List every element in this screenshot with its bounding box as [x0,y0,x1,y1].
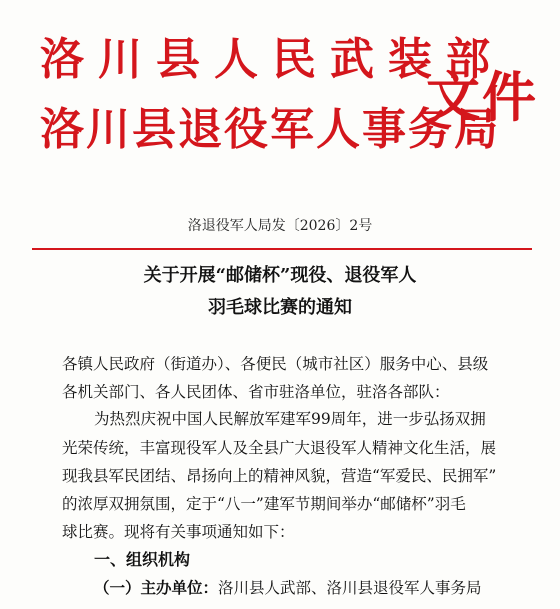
document-number: 洛退役军人局发〔2026〕2号 [187,218,373,234]
body-line-3: 现我县军民团结、昂扬向上的精神风貌，营造“军爱民、民拥军” [62,467,497,485]
sub-item-organizer [94,578,482,598]
body-line-5: 球比赛。现将有关事项通知如下： [62,523,295,541]
doc-type-label: 文件 [426,65,538,129]
addressee-line-2: 各机关部门、各人民团体、省市驻洛单位，驻洛各部队： [62,383,450,401]
addressee-line-1: 各镇人民政府（街道办）、各便民（城市社区）服务中心、县级 [62,355,489,373]
issuer-line-2: 洛川县退役军人事务局 [40,104,500,155]
notice-title-line-1: 关于开展“邮储杯”现役、退役军人 [143,265,417,286]
body-line-2: 光荣传统，丰富现役军人及全县广大退役军人精神文化生活，展 [62,439,497,457]
sub-item-value: 洛川县人武部、洛川县退役军人事务局 [218,579,482,597]
notice-title-line-2: 羽毛球比赛的通知 [208,297,352,318]
body-line-4: 的浓厚双拥氛围，定于“八一”建军节期间举办“邮储杯”羽毛 [62,495,466,513]
section-heading-organization: 一、组织机构 [94,550,191,569]
body-line-1: 为热烈庆祝中国人民解放军建军99周年，进一步弘扬双拥 [94,410,486,428]
issuer-line-1: 洛川县人民武装部 [40,34,504,85]
sub-item-label: （一）主办单位： [94,578,219,597]
red-divider [32,248,532,250]
